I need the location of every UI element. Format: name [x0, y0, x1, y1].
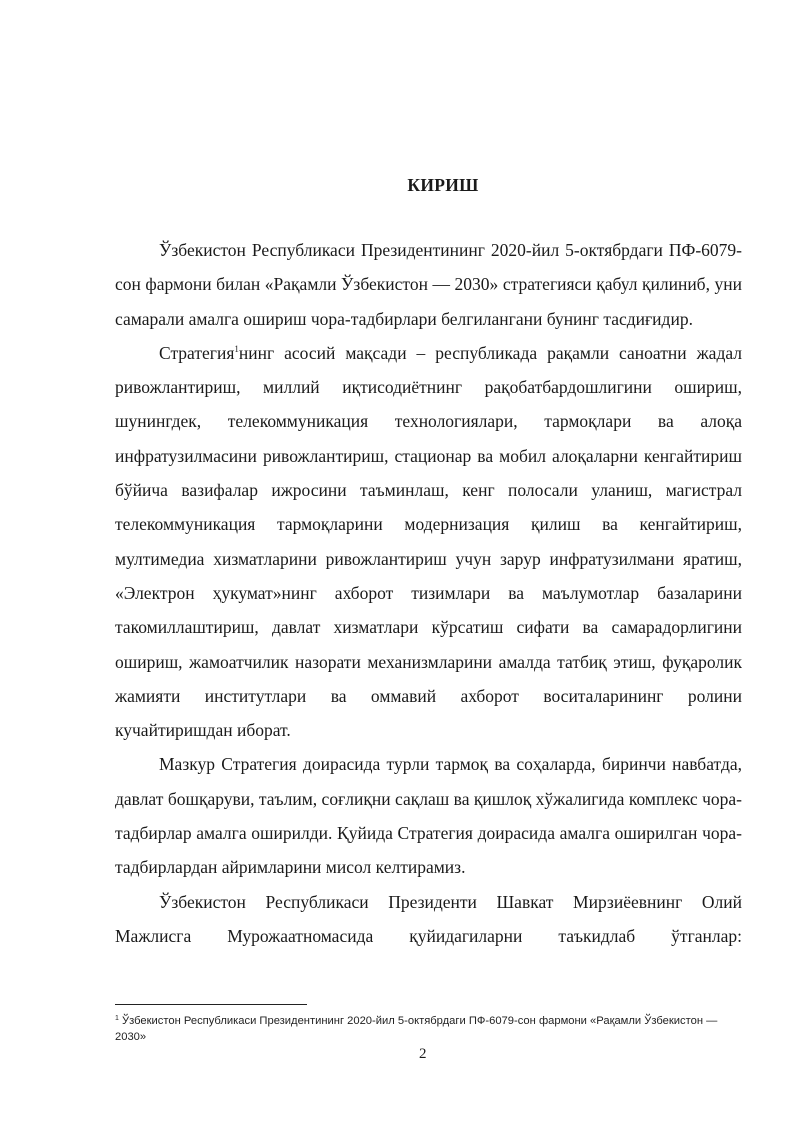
footnote-text: Ўзбекистон Республикаси Президентининг 2020-йил 5-октябрдаги ПФ-6079-сон фармони «Рақамли Ўзбекистон — 2030»	[115, 1015, 718, 1043]
footnote-mark: 1	[115, 1015, 119, 1022]
section-heading: КИРИШ	[407, 175, 479, 195]
page-number: 2	[419, 1046, 427, 1062]
paragraph-2-start: Стратегия	[159, 342, 235, 363]
paragraph-3: Мазкур Стратегия доирасида турли тармоқ ва соҳаларда, биринчи навбатда, давлат бошқаруви, таълим, соғлиқни сақлаш ва қишлоқ хўжалигида комплекс чора-тадбирлар амалга оширилди. Қуйида Стратегия доирасида амалга оширилган чора-тадбирлардан айримларини мисол келтирамиз.	[115, 754, 742, 878]
paragraph-4: Ўзбекистон Республикаси Президенти Шавкат Мирзиёевнинг Олий Мажлисга Мурожаатномасида қуйидагиларни таъкидлаб ўтганлар:	[115, 891, 742, 946]
footnote-reference[interactable]: 1	[234, 343, 239, 354]
paragraph-2	[115, 336, 742, 748]
footnote	[115, 1014, 735, 1045]
body-text	[115, 233, 742, 953]
footnote-separator	[115, 1004, 307, 1005]
paragraph-1: Ўзбекистон Республикаси Президентининг 2020-йил 5-октябрдаги ПФ-6079-сон фармони билан «Рақамли Ўзбекистон — 2030» стратегияси қабул қилиниб, уни самарали амалга ошириш чора-тадбирлари белгилангани бунинг тасдиғидир.	[115, 240, 742, 329]
paragraph-2-rest: нинг асосий мақсади – республикада рақамли саноатни жадал ривожлантириш, миллий иқтисодиётнинг рақобатбардошлигини ошириш, шунингдек, телекоммуникация технологиялари, тармоқлари ва алоқа инфратузилмасини ривожлантириш, стационар ва мобил алоқаларни кенгайтириш бўйича вазифалар ижросини таъминлаш, кенг полосали уланиш, магистрал телекоммуникация тармоқларини модернизация қилиш ва кенгайтириш, мултимедиа хизматларини ривожлантириш учун зарур инфратузилмани яратиш, «Электрон ҳукумат»нинг ахборот тизимлари ва маълумотлар базаларини такомиллаштириш, давлат хизматлари кўрсатиш сифати ва самарадорлигини ошириш, жамоатчилик назорати механизмларини амалда татбиқ этиш, фуқаролик жамияти институтлари ва оммавий ахборот воситаларининг ролини кучайтиришдан иборат.	[115, 342, 742, 741]
